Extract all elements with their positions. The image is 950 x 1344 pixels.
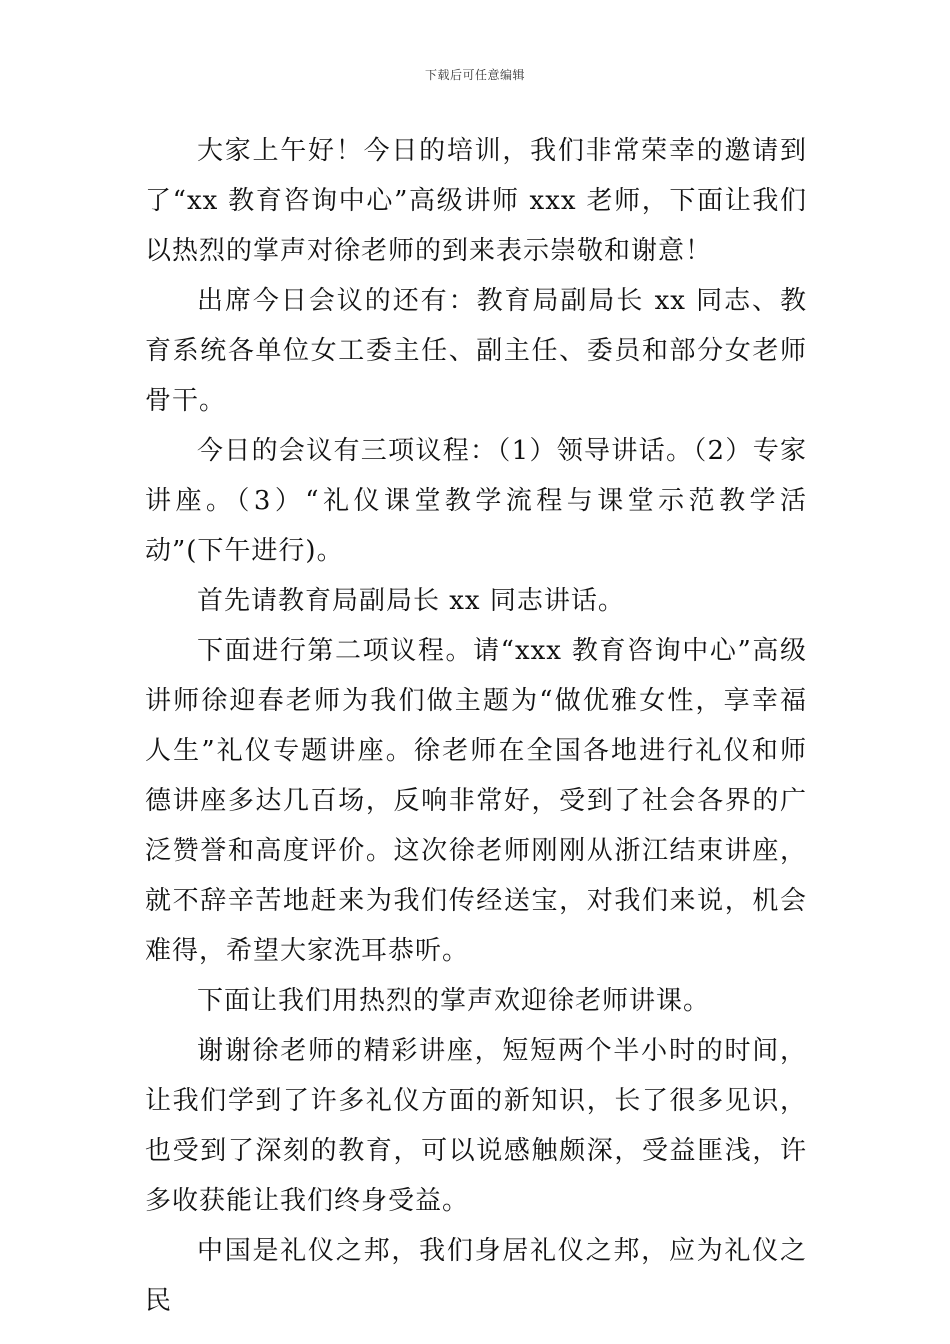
document-body bbox=[145, 126, 807, 1326]
paragraph-thanks: 谢谢徐老师的精彩讲座，短短两个半小时的时间，让我们学到了许多礼仪方面的新知识，长了很多见识，也受到了深刻的教育，可以说感触颇深，受益匪浅，许多收获能让我们终身受益。 bbox=[145, 1036, 807, 1216]
paragraph-welcome: 大家上午好！今日的培训，我们非常荣幸的邀请到了“xx 教育咨询中心”高级讲师 xxx 老师，下面让我们以热烈的掌声对徐老师的到来表示崇敬和谢意！ bbox=[145, 136, 807, 266]
paragraph-agenda: 今日的会议有三项议程：（1）领导讲话。（2）专家讲座。（3）“礼仪课堂教学流程与课堂示范教学活动”(下午进行)。 bbox=[145, 436, 807, 566]
paragraph-applause: 下面让我们用热烈的掌声欢迎徐老师讲课。 bbox=[197, 986, 711, 1016]
paragraph-attendees: 出席今日会议的还有：教育局副局长 xx 同志、教育系统各单位女工委主任、副主任、委员和部分女老师骨干。 bbox=[145, 286, 807, 416]
header-note: 下载后可任意编辑 bbox=[424, 68, 525, 82]
paragraph-etiquette: 中国是礼仪之邦，我们身居礼仪之邦，应为礼仪之民 bbox=[145, 1236, 807, 1316]
paragraph-first-speech: 首先请教育局副局长 xx 同志讲话。 bbox=[197, 586, 625, 616]
paragraph-second-item: 下面进行第二项议程。请“xxx 教育咨询中心”高级讲师徐迎春老师为我们做主题为“做优雅女性，享幸福人生”礼仪专题讲座。徐老师在全国各地进行礼仪和师德讲座多达几百场，反响非常好，受到了社会各界的广泛赞誉和高度评价。这次徐老师刚刚从浙江结束讲座，就不辞辛苦地赶来为我们传经送宝，对我们来说，机会难得，希望大家洗耳恭听。 bbox=[145, 636, 807, 966]
